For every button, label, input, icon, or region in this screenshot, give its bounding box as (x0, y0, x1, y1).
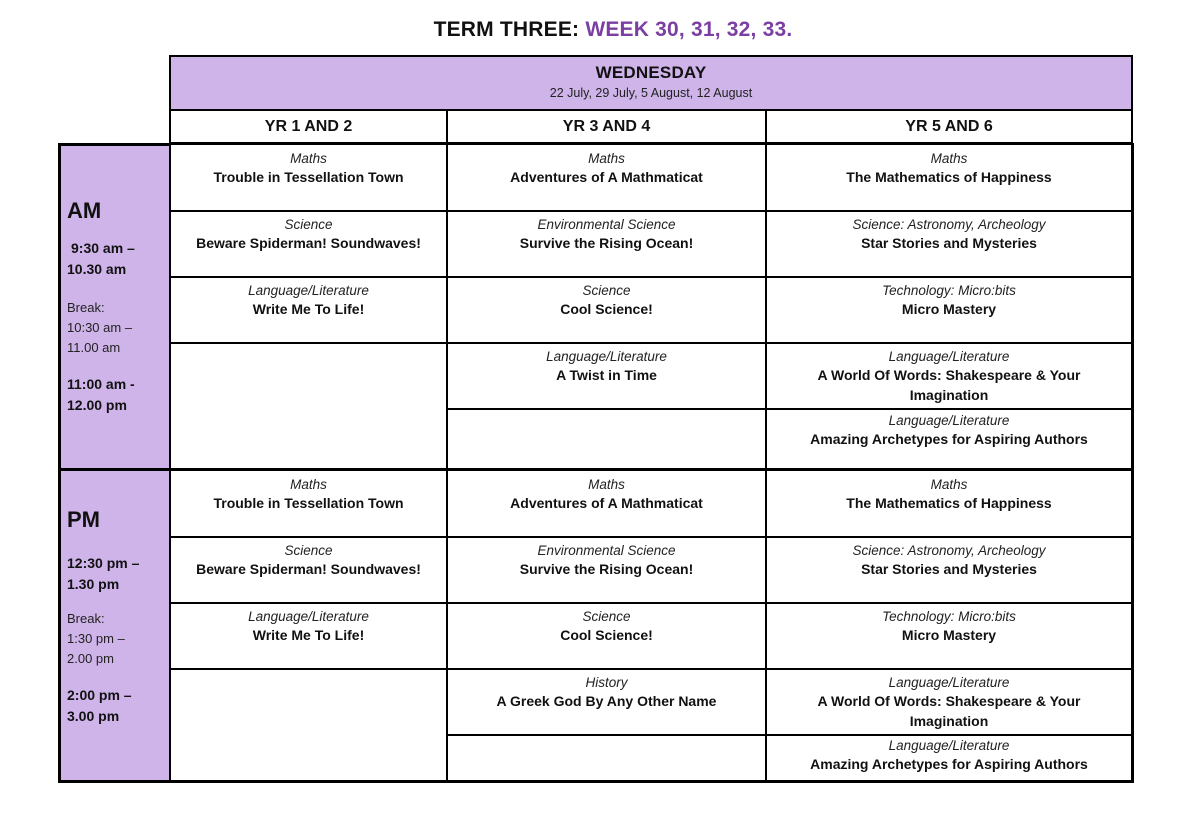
am-yr12-slot-1 (170, 145, 447, 211)
am-yr12-slot-3 (170, 277, 447, 343)
subject-label: Language/Literature (888, 738, 1010, 753)
pm-yr34-slot-1 (447, 471, 766, 537)
am-time2-end: 12.00 pm (67, 397, 127, 413)
grid-line (447, 408, 1132, 410)
grid-line (58, 468, 1134, 471)
week-list: WEEK 30, 31, 32, 33. (585, 18, 793, 41)
course-title: Micro Mastery (901, 301, 997, 317)
subject-label: Maths (930, 477, 968, 492)
subject-label: Language/Literature (888, 349, 1010, 364)
course-title: Trouble in Tessellation Town (213, 495, 404, 511)
course-title: Beware Spiderman! Soundwaves! (196, 235, 421, 251)
subject-label: Language/Literature (248, 283, 369, 298)
grid-line (169, 143, 171, 783)
grid-line (169, 142, 1133, 145)
pm-yr56-slot-2 (766, 537, 1132, 603)
pm-yr34-slot-3 (447, 603, 766, 669)
pm-yr56-slot-5 (766, 735, 1132, 781)
pm-time2-end: 3.00 pm (67, 708, 120, 724)
am-time-panel (59, 145, 170, 470)
grid-line (58, 780, 1134, 783)
term-label: TERM THREE: (433, 18, 580, 41)
grid-line (170, 602, 1132, 604)
subject-label: Language/Literature (248, 609, 369, 624)
course-title: Amazing Archetypes for Aspiring Authors (810, 756, 1088, 772)
grid-line (170, 276, 1132, 278)
subject-label: Maths (588, 477, 625, 492)
course-title: Amazing Archetypes for Aspiring Authors (810, 431, 1088, 447)
course-title: A Greek God By Any Other Name (496, 693, 717, 709)
grid-line (1131, 143, 1134, 783)
course-title: Beware Spiderman! Soundwaves! (196, 561, 421, 577)
course-title: Star Stories and Mysteries (861, 561, 1037, 577)
course-title: Star Stories and Mysteries (861, 235, 1037, 251)
course-title: A World Of Words: Shakespeare & Your Imagination (817, 367, 1081, 403)
pm-break-end: 2.00 pm (67, 651, 114, 666)
course-title: The Mathematics of Happiness (846, 495, 1052, 511)
am-yr56-slot-1 (766, 145, 1132, 211)
pm-yr56-slot-3 (766, 603, 1132, 669)
am-yr34-slot-2 (447, 211, 766, 277)
column-header-yr34: YR 3 AND 4 (562, 117, 651, 135)
grid-line (447, 734, 1132, 736)
day-name: WEDNESDAY (595, 63, 707, 82)
subject-label: Science (284, 543, 333, 558)
subject-label: Language/Literature (888, 413, 1010, 428)
pm-yr12-slot-2 (170, 537, 447, 603)
subject-label: Science (582, 609, 631, 624)
subject-label: History (585, 675, 628, 690)
am-yr34-slot-3 (447, 277, 766, 343)
pm-yr56-slot-4 (766, 669, 1132, 735)
subject-label: Science: Astronomy, Archeology (852, 543, 1046, 558)
grid-line (170, 342, 1132, 344)
course-title: Cool Science! (560, 627, 653, 643)
grid-line (170, 210, 1132, 212)
subject-label: Science (284, 217, 333, 232)
pm-yr12-slot-3 (170, 603, 447, 669)
am-yr34-slot-4 (447, 343, 766, 409)
grid-line (170, 668, 1132, 670)
course-title: Micro Mastery (901, 627, 997, 643)
am-break-start: 10:30 am – (67, 320, 133, 335)
grid-line (169, 55, 1133, 57)
pm-label: PM (67, 507, 100, 532)
subject-label: Technology: Micro:bits (882, 609, 1016, 624)
am-break-end: 11.00 am (67, 340, 121, 355)
course-title: Adventures of A Mathmaticat (510, 495, 703, 511)
grid-line (169, 55, 171, 145)
am-yr56-slot-3 (766, 277, 1132, 343)
am-yr56-slot-5 (766, 409, 1132, 470)
course-title: The Mathematics of Happiness (846, 169, 1052, 185)
am-break-label: Break: (67, 300, 105, 315)
grid-line (169, 109, 1133, 111)
subject-label: Technology: Micro:bits (882, 283, 1016, 298)
course-title: Survive the Rising Ocean! (519, 561, 694, 577)
subject-label: Maths (290, 151, 327, 166)
course-title: Write Me To Life! (252, 627, 365, 643)
course-title: A Twist in Time (556, 367, 657, 383)
pm-yr34-slot-2 (447, 537, 766, 603)
grid-line (170, 536, 1132, 538)
am-time2-start: 11:00 am - (67, 376, 135, 392)
am-yr34-slot-1 (447, 145, 766, 211)
subject-label: Science (582, 283, 631, 298)
am-label: AM (67, 198, 102, 223)
pm-time-start: 12:30 pm – (67, 555, 140, 571)
subject-label: Language/Literature (888, 675, 1010, 690)
course-title: A World Of Words: Shakespeare & Your Imagination (817, 693, 1081, 729)
am-yr12-slot-2 (170, 211, 447, 277)
pm-yr56-slot-1 (766, 471, 1132, 537)
pm-yr34-slot-4 (447, 669, 766, 735)
page-title (0, 18, 1200, 42)
am-yr56-slot-4 (766, 343, 1132, 409)
am-time-start: 9:30 am – (71, 240, 135, 256)
course-title: Write Me To Life! (252, 301, 365, 317)
subject-label: Science: Astronomy, Archeology (852, 217, 1046, 232)
course-title: Cool Science! (560, 301, 653, 317)
column-header-yr12: YR 1 AND 2 (264, 117, 353, 135)
subject-label: Environmental Science (537, 543, 676, 558)
grid-line (58, 143, 171, 146)
am-yr56-slot-2 (766, 211, 1132, 277)
pm-yr12-slot-1 (170, 471, 447, 537)
day-header (170, 56, 1132, 110)
column-header-yr56: YR 5 AND 6 (905, 117, 993, 135)
subject-label: Environmental Science (537, 217, 676, 232)
grid-line (58, 143, 61, 783)
pm-break-start: 1:30 pm – (67, 631, 125, 646)
pm-time-end: 1.30 pm (67, 576, 120, 592)
day-dates: 22 July, 29 July, 5 August, 12 August (549, 86, 753, 100)
course-title: Adventures of A Mathmaticat (510, 169, 703, 185)
subject-label: Maths (930, 151, 968, 166)
pm-time2-start: 2:00 pm – (67, 687, 132, 703)
grid-line (1131, 55, 1133, 145)
course-title: Trouble in Tessellation Town (213, 169, 404, 185)
subject-label: Maths (588, 151, 625, 166)
subject-label: Language/Literature (546, 349, 667, 364)
pm-break-label: Break: (67, 611, 105, 626)
subject-label: Maths (290, 477, 327, 492)
pm-time-panel (59, 471, 170, 781)
am-time-end: 10.30 am (67, 261, 127, 277)
course-title: Survive the Rising Ocean! (519, 235, 694, 251)
